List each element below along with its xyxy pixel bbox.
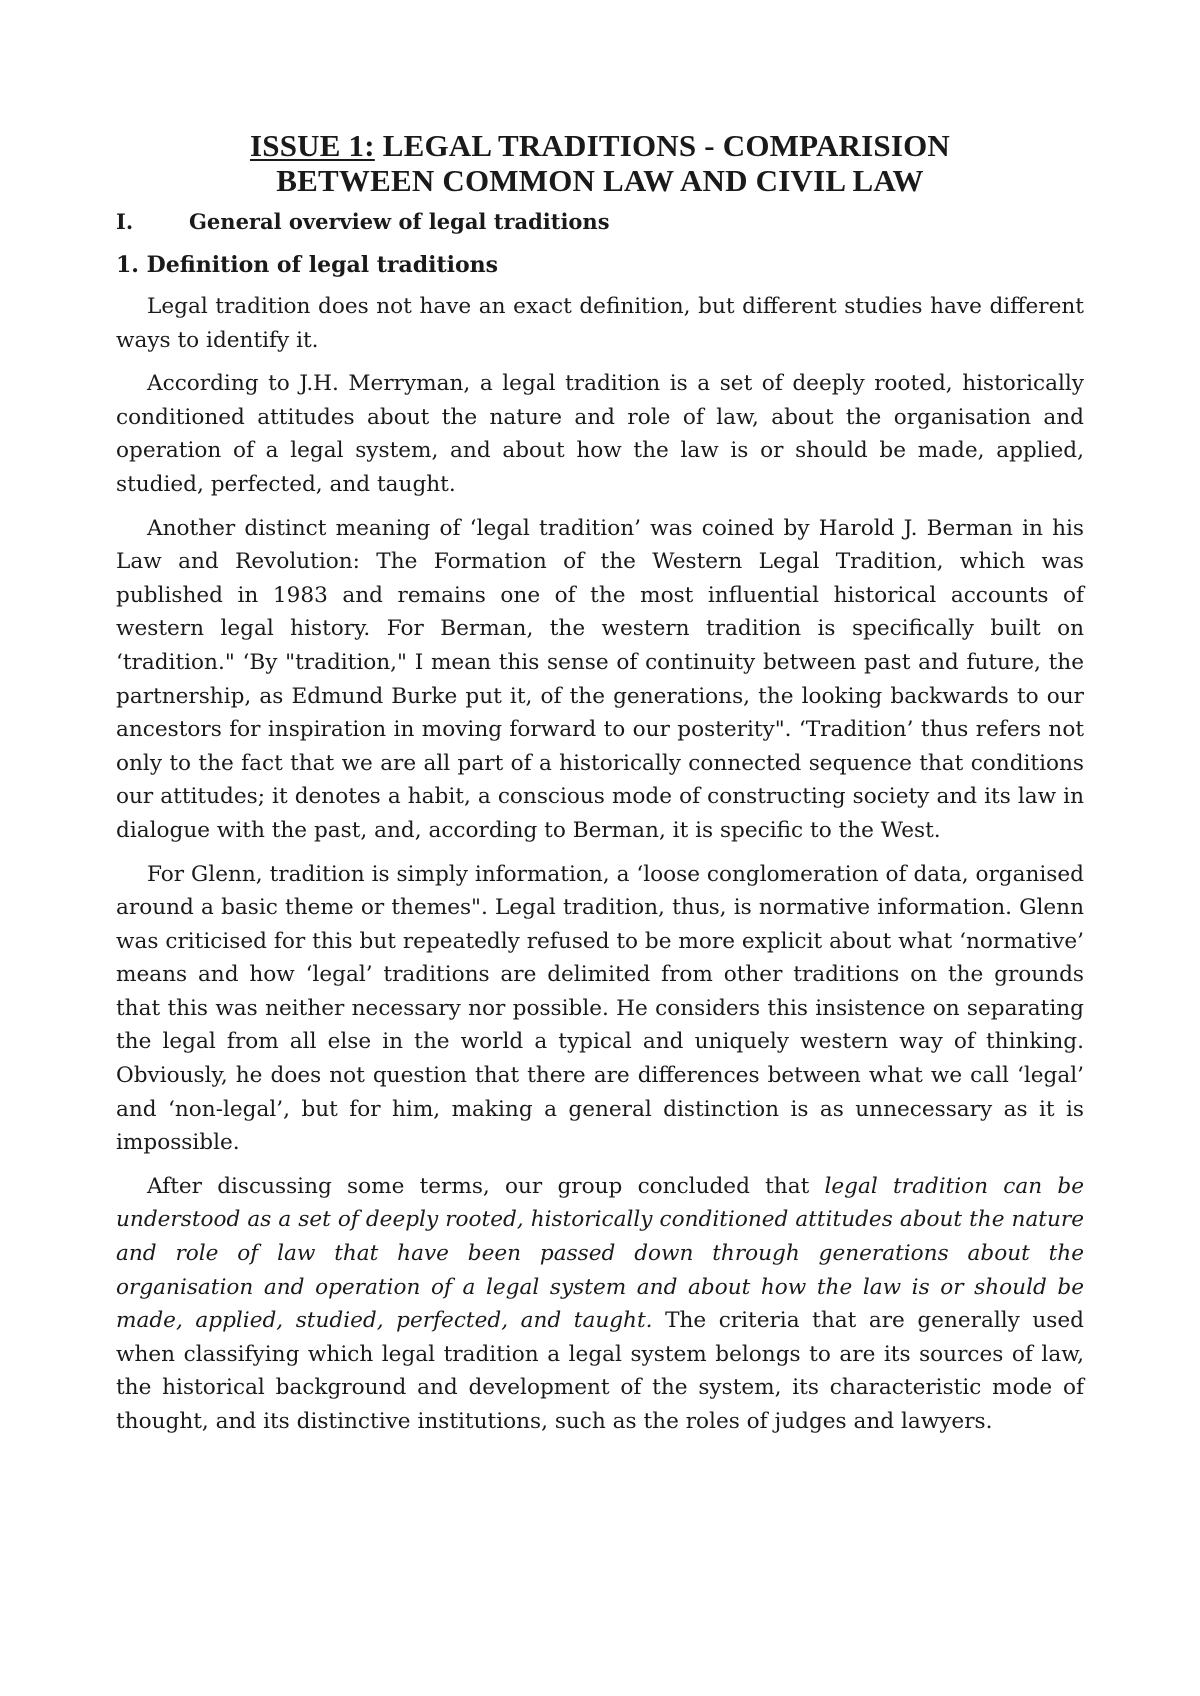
paragraph-5 [116,1170,1084,1439]
paragraph-5-tail: The criteria that are generally used when classifying which legal tradition a legal system belongs to are its sources of law, the historical background and development of the system, its characteristic mode of thought, and its distinctive institutions, such as the roles of judges and lawyers. [116,1308,1084,1434]
title-line-1: LEGAL TRADITIONS - COMPARISION [374,128,950,163]
subsection-title: Definition of legal traditions [146,252,499,278]
document-title [116,128,1084,198]
paragraph-4: For Glenn, tradition is simply information, a ‘loose conglomeration of data, organised around a basic theme or themes". Legal tradition, thus, is normative information. Glenn was criticised for this but repeatedly refused to be more explicit about what ‘normative’ means and how ‘legal’ traditions are delimited from other traditions on the grounds that this was neither necessary nor possible. He considers this insistence on separating the legal from all else in the world a typical and uniquely western way of thinking. Obviously, he does not question that there are differences between what we call ‘legal’ and ‘non-legal’, but for him, making a general distinction is as unnecessary as it is impossible. [116,861,1084,1156]
subsection-number: 1. [116,252,139,278]
section-number: I. [116,209,134,234]
issue-label: ISSUE 1: [249,128,375,163]
section-heading [116,208,1084,236]
document-page [116,128,1084,1449]
section-title: General overview of legal traditions [189,209,610,234]
paragraph-2: According to J.H. Merryman, a legal tradition is a set of deeply rooted, historically conditioned attitudes about the nature and role of law, about the organisation and operation of a legal system, and about how the law is or should be made, applied, studied, perfected, and taught. [116,371,1084,497]
paragraph-5-lead: After discussing some terms, our group concluded that [147,1173,825,1199]
paragraph-1: Legal tradition does not have an exact definition, but different studies have different ways to identify it. [116,294,1084,353]
paragraph-5-definition: legal tradition can be understood as a set of deeply rooted, historically conditioned attitudes about the nature and role of law that have been passed down through generations about the organisation and operation of a legal system and about how the law is or should be made, applied, studied, perfected, and taught. [116,1173,1085,1334]
title-line-2: BETWEEN COMMON LAW AND CIVIL LAW [276,163,924,198]
paragraph-3: Another distinct meaning of ‘legal tradition’ was coined by Harold J. Berman in his Law and Revolution: The Formation of the Western Legal Tradition, which was published in 1983 and remains one of the most influential historical accounts of western legal history. For Berman, the western tradition is specifically built on ‘tradition." ‘By "tradition," I mean this sense of continuity between past and future, the partnership, as Edmund Burke put it, of the generations, the looking backwards to our ancestors for inspiration in moving forward to our posterity". ‘Tradition’ thus refers not only to the fact that we are all part of a historically connected sequence that conditions our attitudes; it denotes a habit, a conscious mode of constructing society and its law in dialogue with the past, and, according to Berman, it is specific to the West. [116,515,1084,843]
subsection-heading [116,250,1084,280]
